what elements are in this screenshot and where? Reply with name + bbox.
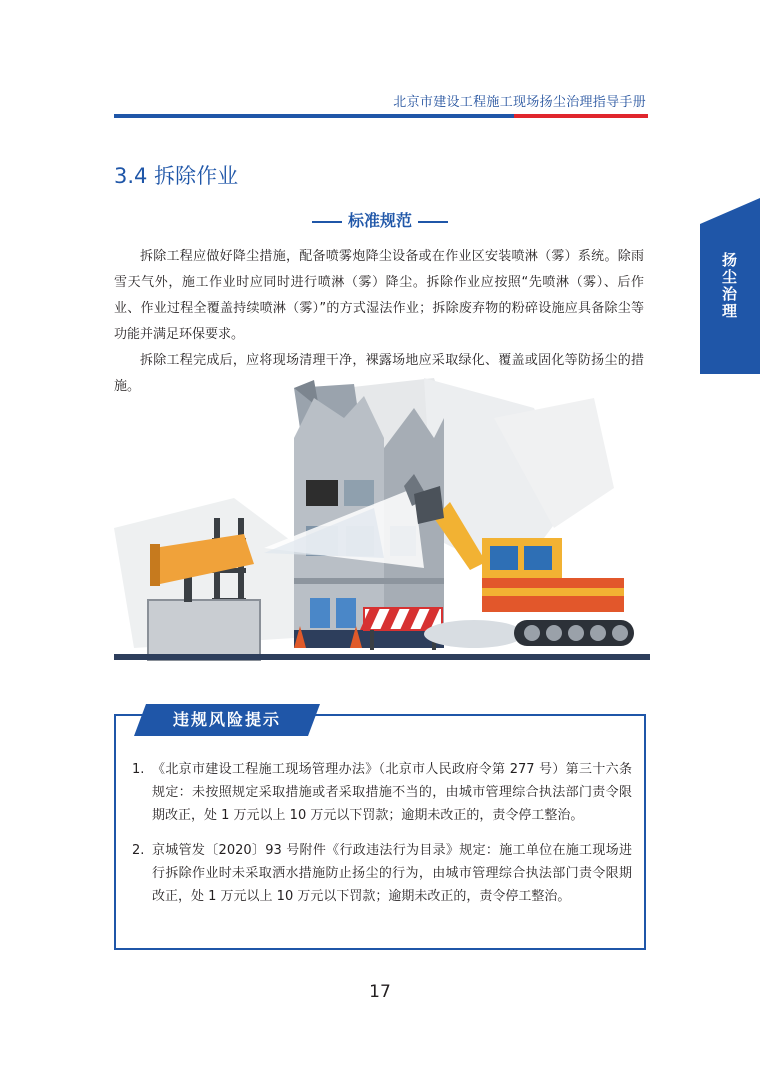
demolition-illustration — [114, 378, 650, 670]
subheading-right-rule — [418, 221, 448, 223]
subheading-text: 标准规范 — [347, 211, 412, 230]
risk-badge-label: 违规风险提示 — [172, 710, 281, 729]
illustration-svg — [114, 378, 650, 670]
page-number: 17 — [369, 982, 391, 1002]
paragraph-1: 拆除工程应做好降尘措施，配备喷雾炮降尘设备或在作业区安装喷淋（雾）系统。除雨雪天气外，施工作业时应同时进行喷淋（雾）降尘。拆除作业应按照“先喷淋（雾）、后作业、作业过程全覆盖持续喷淋（雾）”的方式湿法作业；拆除废弃物的粉碎设施应具备除尘等功能并满足环保要求。 — [114, 249, 644, 342]
risk-item-number: 1. — [132, 762, 145, 777]
risk-badge — [134, 704, 320, 736]
risk-item-number: 2. — [132, 843, 145, 858]
paragraph-2: 拆除工程完成后，应将现场清理干净，裸露场地应采取绿化、覆盖或固化等防扬尘的措施。 — [114, 353, 644, 394]
header-rule — [114, 114, 648, 118]
manual-title: 北京市建设工程施工现场扬尘治理指导手册 — [393, 95, 646, 110]
section-title: 3.4 拆除作业 — [114, 164, 239, 188]
body-text — [114, 244, 644, 400]
side-tab-label: 扬尘治理 — [720, 252, 738, 320]
risk-item-text: 京城管发〔2020〕93 号附件《行政违法行为目录》规定：施工单位在施工现场进行拆除作业时未采取洒水措施防止扬尘的行为，由城市管理综合执法部门责令限期改正，处 1 万元以上 10 万元以下罚款；逾期未改正的，责令停工整治。 — [152, 843, 632, 904]
header-rule-red — [514, 114, 648, 118]
subheading-left-rule — [312, 221, 342, 223]
risk-list — [132, 758, 632, 920]
header-rule-blue — [114, 114, 514, 118]
risk-item-2 — [132, 839, 632, 908]
subheading — [0, 208, 760, 231]
ground-line — [114, 654, 650, 660]
risk-item-1 — [132, 758, 632, 827]
risk-item-text: 《北京市建设工程施工现场管理办法》（北京市人民政府令第 277 号）第三十六条规定：未按照规定采取措施或者采取措施不当的，由城市管理综合执法部门责令限期改正，处 1 万元以上 10 万元以下罚款；逾期未改正的，责令停工整治。 — [152, 762, 632, 823]
